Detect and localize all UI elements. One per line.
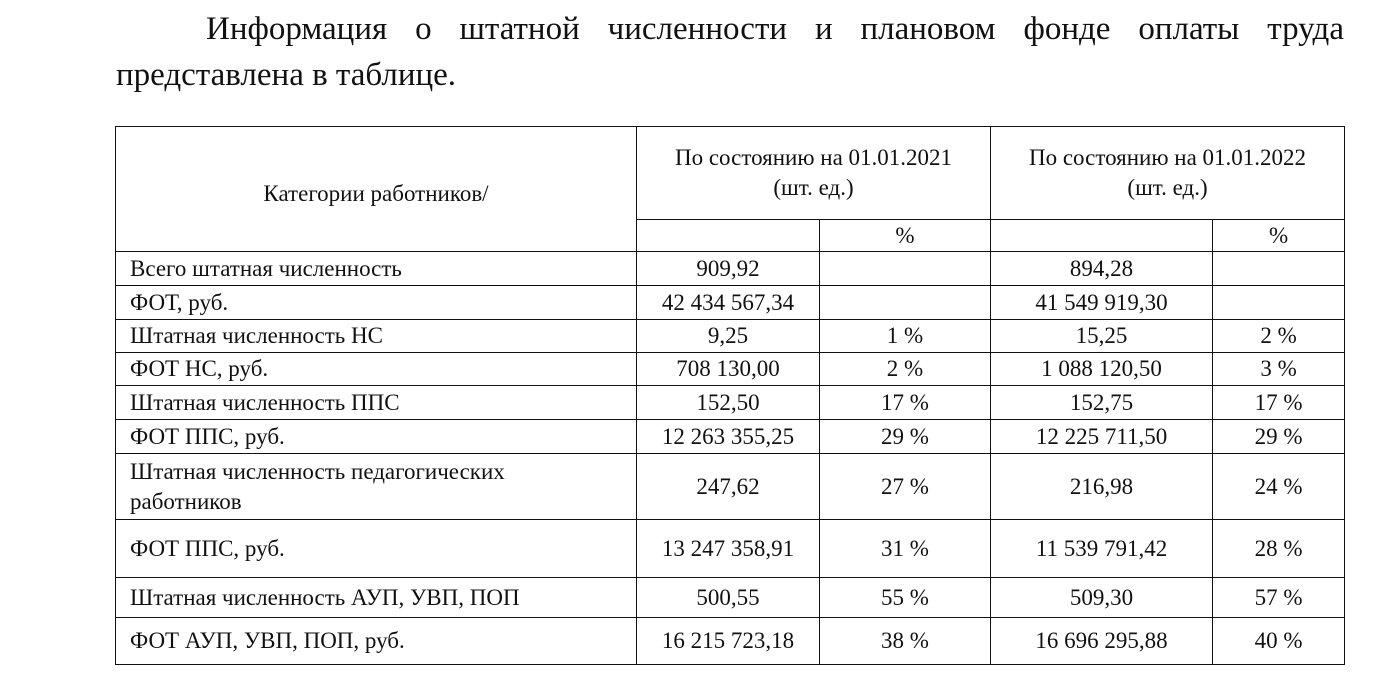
percent-2021 (820, 286, 991, 320)
value-2021: 9,25 (637, 320, 820, 353)
value-2022: 15,25 (991, 320, 1213, 353)
value-2022: 216,98 (991, 454, 1213, 520)
header-period-2021: По состоянию на 01.01.2021 (шт. ед.) (637, 127, 991, 220)
value-2021: 13 247 358,91 (637, 520, 820, 578)
percent-2022: 24 % (1213, 454, 1345, 520)
value-2021: 16 215 723,18 (637, 618, 820, 665)
table-row (116, 286, 1345, 320)
value-2021: 708 130,00 (637, 353, 820, 386)
staff-table (115, 126, 1345, 665)
table-row (116, 252, 1345, 286)
table-row (116, 618, 1345, 665)
percent-2021: 2 % (820, 353, 991, 386)
row-label: ФОТ, руб. (116, 286, 637, 320)
table-row (116, 578, 1345, 618)
value-2022: 509,30 (991, 578, 1213, 618)
percent-2021: 38 % (820, 618, 991, 665)
value-2021: 12 263 355,25 (637, 420, 820, 454)
table-row (116, 386, 1345, 420)
percent-2022: 40 % (1213, 618, 1345, 665)
header-percent-2021: % (820, 220, 991, 252)
percent-2022: 2 % (1213, 320, 1345, 353)
percent-2022 (1213, 252, 1345, 286)
percent-2022: 28 % (1213, 520, 1345, 578)
percent-2022: 17 % (1213, 386, 1345, 420)
value-2021: 247,62 (637, 454, 820, 520)
row-label: Штатная численность НС (116, 320, 637, 353)
value-2022: 16 696 295,88 (991, 618, 1213, 665)
table-row (116, 420, 1345, 454)
row-label: Штатная численность педагогических работников (116, 454, 637, 520)
percent-2021: 17 % (820, 386, 991, 420)
header-period-2022: По состоянию на 01.01.2022 (шт. ед.) (991, 127, 1345, 220)
row-label: Всего штатная численность (116, 252, 637, 286)
value-2022: 152,75 (991, 386, 1213, 420)
header-blank-2021 (637, 220, 820, 252)
row-label: ФОТ ППС, руб. (116, 420, 637, 454)
value-2022: 11 539 791,42 (991, 520, 1213, 578)
value-2022: 41 549 919,30 (991, 286, 1213, 320)
header-category: Категории работников/ (116, 127, 637, 252)
table-row (116, 353, 1345, 386)
value-2021: 500,55 (637, 578, 820, 618)
row-label: ФОТ ППС, руб. (116, 520, 637, 578)
header-blank-2022 (991, 220, 1213, 252)
value-2022: 12 225 711,50 (991, 420, 1213, 454)
percent-2021: 31 % (820, 520, 991, 578)
value-2021: 909,92 (637, 252, 820, 286)
row-label: ФОТ НС, руб. (116, 353, 637, 386)
intro-paragraph: Информация о штатной численности и плановом фонде оплаты труда представлена в таблице. (116, 11, 1344, 93)
header-row (116, 127, 1345, 220)
row-label: Штатная численность АУП, УВП, ПОП (116, 578, 637, 618)
value-2022: 1 088 120,50 (991, 353, 1213, 386)
value-2022: 894,28 (991, 252, 1213, 286)
percent-2021 (820, 252, 991, 286)
table-row (116, 320, 1345, 353)
percent-2022: 29 % (1213, 420, 1345, 454)
table-row (116, 454, 1345, 520)
value-2021: 42 434 567,34 (637, 286, 820, 320)
percent-2021: 27 % (820, 454, 991, 520)
row-label: Штатная численность ППС (116, 386, 637, 420)
percent-2022: 3 % (1213, 353, 1345, 386)
percent-2021: 1 % (820, 320, 991, 353)
row-label: ФОТ АУП, УВП, ПОП, руб. (116, 618, 637, 665)
header-percent-2022: % (1213, 220, 1345, 252)
percent-2022: 57 % (1213, 578, 1345, 618)
value-2021: 152,50 (637, 386, 820, 420)
table-row (116, 520, 1345, 578)
percent-2021: 55 % (820, 578, 991, 618)
percent-2022 (1213, 286, 1345, 320)
percent-2021: 29 % (820, 420, 991, 454)
